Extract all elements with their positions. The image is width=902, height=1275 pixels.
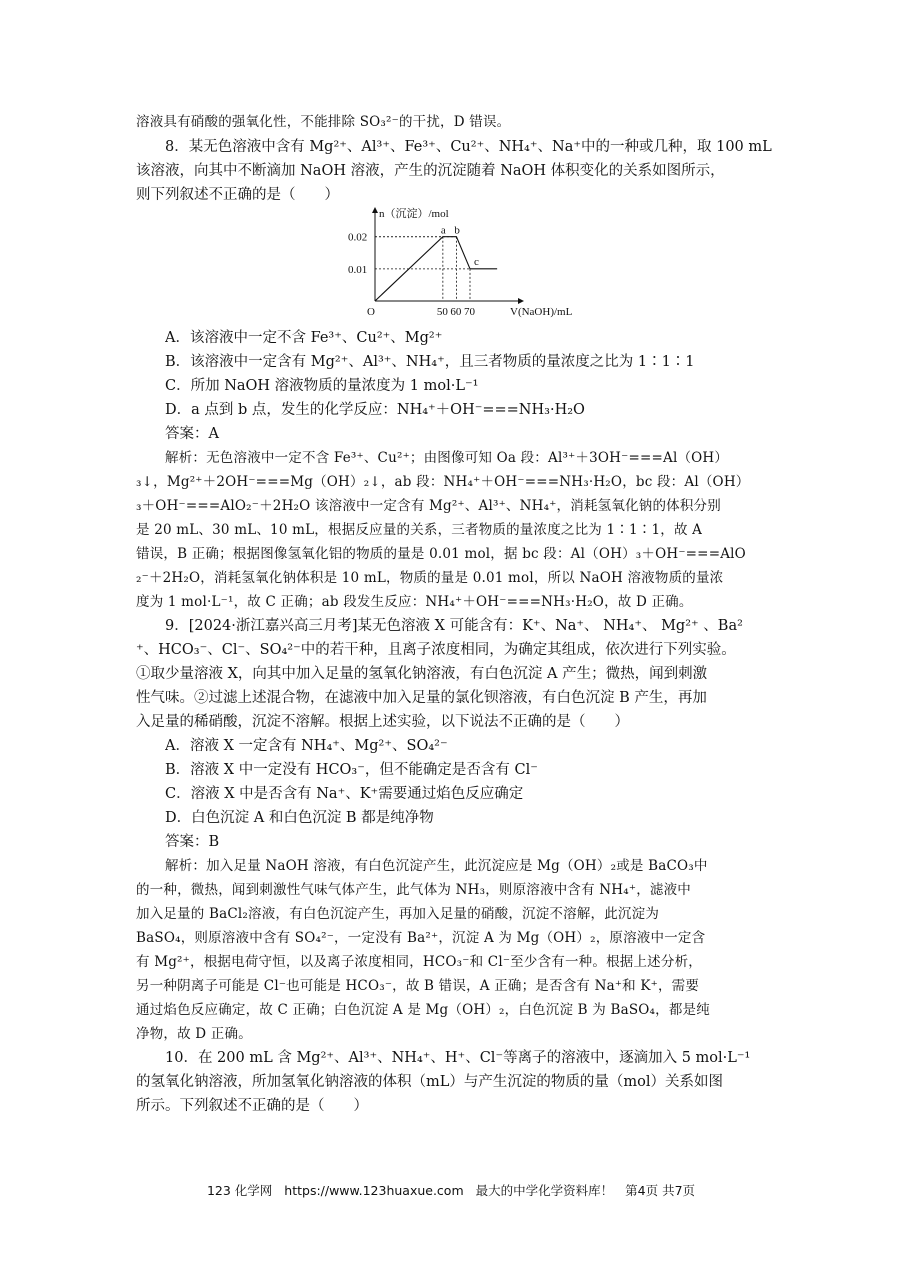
- text-line-23: C．溶液 X 中是否含有 Na⁺、K⁺需要通过焰色反应确定: [165, 786, 524, 802]
- text-line-0: 溶液具有硝酸的强氧化性，不能排除 SO₃²⁻的干扰，D 错误。: [136, 114, 511, 130]
- text-line-14: ₂⁻＋2H₂O，消耗氢氧化钠体积是 10 mL，物质的量是 0.01 mol，所以 NaOH 溶液物质的量浓: [136, 570, 724, 586]
- text-line-13: 错误，B 正确；根据图像氢氧化铝的物质的量是 0.01 mol，据 bc 段：Al（OH）₃＋OH⁻===AlO: [136, 546, 746, 562]
- text-line-7: D．a 点到 b 点，发生的化学反应：NH₄⁺＋OH⁻===NH₃·H₂O: [165, 402, 585, 418]
- x-axis-label: V(NaOH)/mL: [510, 306, 573, 318]
- text-line-32: 通过焰色反应确定，故 C 正确；白色沉淀 A 是 Mg（OH）₂，白色沉淀 B 为 BaSO₄，都是纯: [136, 1002, 710, 1018]
- text-line-20: 入足量的稀硝酸，沉淀不溶解。根据上述实验，以下说法不正确的是（ ）: [136, 714, 629, 730]
- footer-page-number: 第4页 共7页: [625, 1183, 696, 1198]
- footer-slogan: 最大的中学化学资料库！: [475, 1183, 614, 1198]
- text-line-24: D．白色沉淀 A 和白色沉淀 B 都是纯净物: [165, 810, 434, 826]
- text-line-33: 净物，故 D 正确。: [136, 1026, 252, 1042]
- text-line-12: 是 20 mL、30 mL、10 mL，根据反应量的关系，三者物质的量浓度之比为 1∶1∶1，故 A: [136, 522, 703, 538]
- text-line-10: ₃↓，Mg²⁺＋2OH⁻===Mg（OH）₂↓，ab 段：NH₄⁺＋OH⁻===NH₃·H₂O，bc 段：Al（OH）: [136, 474, 750, 490]
- text-line-16: 9．[2024·浙江嘉兴高三月考]某无色溶液 X 可能含有：K⁺、Na⁺、 NH₄⁺、 Mg²⁺ 、Ba²: [165, 618, 743, 634]
- text-line-4: A．该溶液中一定不含 Fe³⁺、Cu²⁺、Mg²⁺: [165, 330, 443, 346]
- text-line-11: ₃＋OH⁻===AlO₂⁻＋2H₂O 该溶液中一定含有 Mg²⁺、Al³⁺、NH₄⁺，消耗氢氧化钠的体积分别: [136, 498, 721, 514]
- text-line-31: 另一种阴离子可能是 Cl⁻也可能是 HCO₃⁻，故 B 错误，A 正确；是否含有 Na⁺和 K⁺，需要: [136, 978, 700, 994]
- y-axis-label: n（沉淀）/mol: [379, 208, 449, 220]
- point-label-b: b: [454, 224, 460, 237]
- text-line-2: 该溶液，向其中不断滴加 NaOH 溶液，产生的沉淀随着 NaOH 体积变化的关系如图所示，: [136, 163, 725, 179]
- text-line-27: 的一种，微热，闻到刺激性气味气体产生，此气体为 NH₃，则原溶液中含有 NH₄⁺，滤液中: [136, 882, 692, 898]
- x-tick-label-50: 50: [436, 306, 448, 318]
- footer-site: 123 化学网: [206, 1183, 273, 1198]
- text-line-19: 性气味。②过滤上述混合物，在滤液中加入足量的氯化钡溶液，有白色沉淀 B 产生，再加: [136, 690, 707, 706]
- point-label-c: c: [474, 255, 479, 268]
- text-line-8: 答案：A: [165, 426, 219, 442]
- text-line-5: B．该溶液中一定含有 Mg²⁺、Al³⁺、NH₄⁺，且三者物质的量浓度之比为 1∶1∶1: [165, 354, 695, 370]
- text-line-22: B．溶液 X 中一定没有 HCO₃⁻，但不能确定是否含有 Cl⁻: [165, 762, 538, 778]
- page-footer: [0, 1181, 902, 1199]
- y-tick-label-1: 0.01: [348, 263, 368, 276]
- text-line-29: BaSO₄，则原溶液中含有 SO₄²⁻，一定没有 Ba²⁺，沉淀 A 为 Mg（OH）₂，原溶液中一定含: [136, 930, 706, 946]
- text-line-3: 则下列叙述不正确的是（ ）: [136, 187, 339, 203]
- text-line-26: 解析：加入足量 NaOH 溶液，有白色沉淀产生，此沉淀应是 Mg（OH）₂或是 BaCO₃中: [165, 858, 708, 874]
- footer-url[interactable]: https://www.123huaxue.com: [284, 1183, 464, 1198]
- text-line-1: 8．某无色溶液中含有 Mg²⁺、Al³⁺、Fe³⁺、Cu²⁺、NH₄⁺、Na⁺中的一种或几种，取 100 mL: [165, 139, 772, 155]
- text-line-35: 的氢氧化钠溶液，所加氢氧化钠溶液的体积（mL）与产生沉淀的物质的量（mol）关系如图: [136, 1074, 723, 1090]
- text-line-15: 度为 1 mol·L⁻¹，故 C 正确；ab 段发生反应：NH₄⁺＋OH⁻===NH₃·H₂O，故 D 正确。: [136, 594, 693, 610]
- text-line-25: 答案：B: [165, 834, 220, 850]
- text-line-18: ①取少量溶液 X，向其中加入足量的氢氧化钠溶液，有白色沉淀 A 产生；微热，闻到刺激: [136, 666, 708, 682]
- text-line-6: C．所加 NaOH 溶液物质的量浓度为 1 mol·L⁻¹: [165, 378, 479, 394]
- text-line-21: A．溶液 X 一定含有 NH₄⁺、Mg²⁺、SO₄²⁻: [165, 738, 448, 754]
- text-line-17: ⁺、HCO₃⁻、Cl⁻、SO₄²⁻中的若干种，且离子浓度相同，为确定其组成，依次进行下列实验。: [136, 642, 736, 658]
- text-line-34: 10．在 200 mL 含 Mg²⁺、Al³⁺、NH₄⁺、H⁺、Cl⁻等离子的溶液中，逐滴加入 5 mol·L⁻¹: [165, 1050, 751, 1066]
- origin-label: O: [367, 306, 375, 318]
- text-line-30: 有 Mg²⁺，根据电荷守恒，以及离子浓度相同，HCO₃⁻和 Cl⁻至少含有一种。根据上述分析，: [136, 954, 702, 970]
- x-tick-label-60: 60: [450, 306, 462, 318]
- y-tick-label-0: 0.02: [348, 231, 368, 244]
- precipitate-chart: [330, 203, 590, 321]
- text-line-28: 加入足量的 BaCl₂溶液，有白色沉淀产生，再加入足量的硝酸，沉淀不溶解，此沉淀为: [136, 906, 660, 922]
- text-line-9: 解析：无色溶液中一定不含 Fe³⁺、Cu²⁺；由图像可知 Oa 段：Al³⁺＋3OH⁻===Al（OH）: [165, 450, 729, 466]
- point-label-a: a: [440, 224, 446, 237]
- x-tick-label-70: 70: [464, 306, 475, 318]
- x-axis-arrow: [518, 298, 524, 304]
- text-line-36: 所示。下列叙述不正确的是（ ）: [136, 1098, 368, 1114]
- y-axis-arrow: [372, 207, 378, 213]
